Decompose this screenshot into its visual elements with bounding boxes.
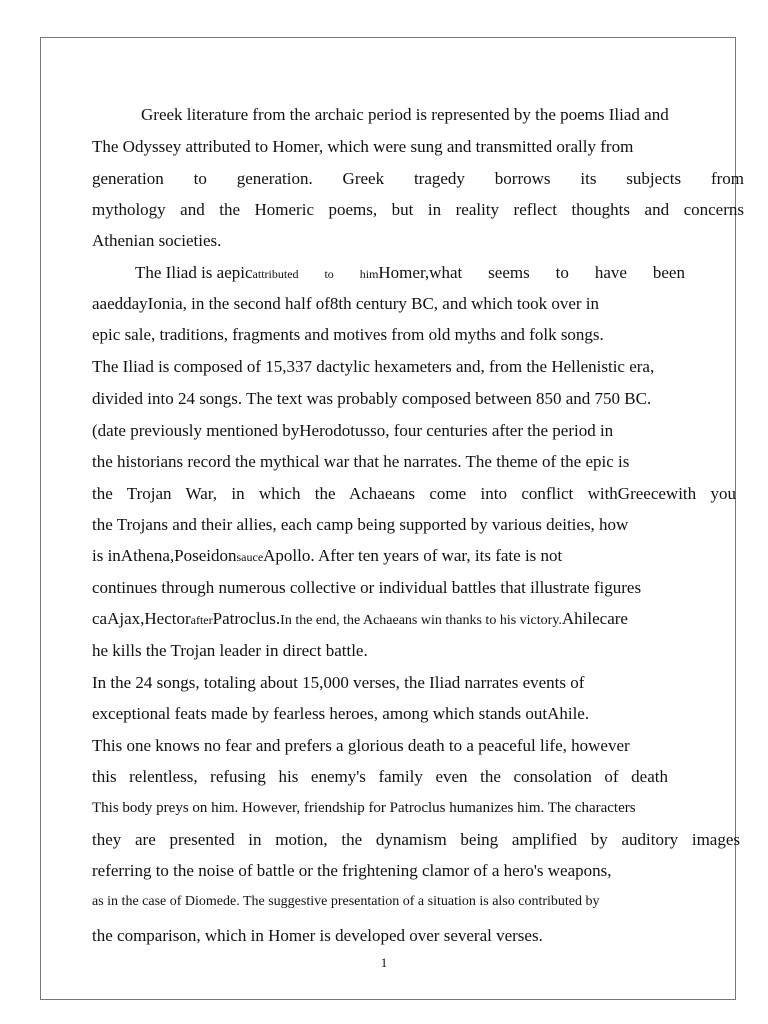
text-line: this relentless, refusing his enemy's family even the consolation of death bbox=[92, 767, 668, 786]
text-fragment: to bbox=[555, 263, 569, 282]
text-line: epic sale, traditions, fragments and motives from old myths and folk songs. bbox=[92, 325, 604, 344]
text-line: aaeddayIonia, in the second half of8th century BC, and which took over in bbox=[92, 294, 600, 313]
text-line: he kills the Trojan leader in direct battle. bbox=[92, 641, 368, 660]
text-fragment: seems bbox=[488, 263, 530, 282]
text-line: the historians record the mythical war that he narrates. The theme of the epic is bbox=[92, 452, 630, 471]
text-line: they are presented in motion, the dynamism being amplified by auditory images bbox=[92, 830, 740, 849]
text-line: as in the case of Diomede. The suggestive presentation of a situation is also contributed by bbox=[92, 894, 600, 909]
text-fragment: himHomer,what bbox=[359, 263, 463, 282]
text-line: exceptional feats made by fearless heroes, among which stands outAhile. bbox=[92, 704, 590, 723]
text-line bbox=[135, 263, 685, 283]
text-line: This body preys on him. However, friendship for Patroclus humanizes him. The characters bbox=[92, 800, 636, 816]
text-line: the Trojans and their allies, each camp being supported by various deities, how bbox=[92, 515, 629, 534]
text-line: This one knows no fear and prefers a glorious death to a peaceful life, however bbox=[92, 736, 630, 755]
text-line: Athenian societies. bbox=[92, 231, 222, 250]
text-line: the comparison, which in Homer is developed over several verses. bbox=[92, 926, 543, 945]
page-number: 1 bbox=[380, 955, 388, 970]
text-fragment: been bbox=[652, 263, 685, 282]
text-line: continues through numerous collective or individual battles that illustrate figures bbox=[92, 578, 642, 597]
text-line: The Iliad is composed of 15,337 dactylic hexameters and, from the Hellenistic era, bbox=[92, 357, 655, 376]
text-line: mythology and the Homeric poems, but in reality reflect thoughts and concerns bbox=[92, 200, 744, 219]
text-line: In the 24 songs, totaling about 15,000 verses, the Iliad narrates events of bbox=[92, 673, 585, 692]
text-fragment: to bbox=[324, 267, 334, 281]
text-line: is inAthena,PoseidonsauceApollo. After ten years of war, its fate is not bbox=[92, 546, 563, 565]
text-line: generation to generation. Greek tragedy borrows its subjects from bbox=[92, 169, 744, 188]
text-fragment: The Iliad is aepicattributed bbox=[135, 263, 299, 282]
text-fragment: have bbox=[594, 263, 627, 282]
text-line: The Odyssey attributed to Homer, which were sung and transmitted orally from bbox=[92, 137, 634, 156]
text-line: Greek literature from the archaic period is represented by the poems Iliad and bbox=[141, 105, 669, 124]
text-line: divided into 24 songs. The text was probably composed between 850 and 750 BC. bbox=[92, 389, 652, 408]
text-line: the Trojan War, in which the Achaeans come into conflict withGreecewith you bbox=[92, 484, 736, 503]
text-line: caAjax,HectorafterPatroclus.In the end, the Achaeans win thanks to his victory.Ahilecare bbox=[92, 609, 628, 628]
text-line: (date previously mentioned byHerodotusso, four centuries after the period in bbox=[92, 421, 614, 440]
text-line: referring to the noise of battle or the frightening clamor of a hero's weapons, bbox=[92, 861, 612, 880]
